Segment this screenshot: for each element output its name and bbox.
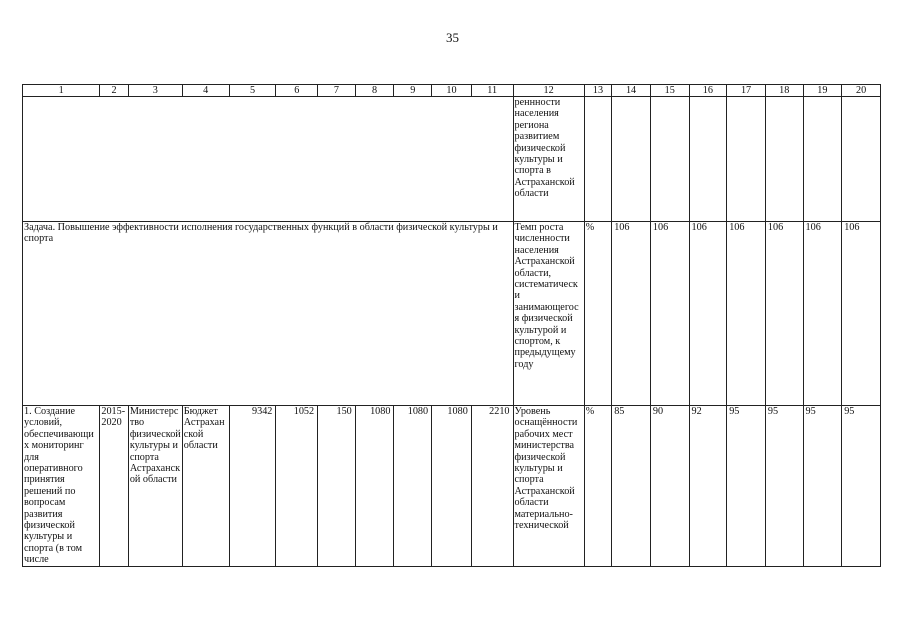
col-header: 11: [471, 85, 513, 97]
col-header: 5: [229, 85, 276, 97]
header-row: [23, 85, 881, 97]
table-row: [23, 406, 881, 567]
empty-cell: [689, 97, 727, 222]
col-header: 13: [584, 85, 611, 97]
col-header: 20: [842, 85, 881, 97]
value-cell: 106: [842, 222, 881, 406]
col-header: 18: [765, 85, 803, 97]
col-header: 15: [650, 85, 689, 97]
col-header: 4: [182, 85, 229, 97]
year-cell: 150: [318, 406, 356, 567]
col-header: 1: [23, 85, 100, 97]
value-cell: 92: [689, 406, 727, 567]
col-header: 3: [128, 85, 182, 97]
table-row: [23, 97, 881, 222]
program-table: [22, 84, 881, 567]
empty-cell: [803, 97, 842, 222]
col-header: 8: [355, 85, 394, 97]
empty-cell: [765, 97, 803, 222]
value-cell: 106: [727, 222, 766, 406]
year-cell: 1080: [432, 406, 472, 567]
indicator-cell: Уровень оснащённости рабочих мест министерства физической культуры и спорта Астраханской области материально-технической: [513, 406, 584, 567]
unit-cell: %: [584, 406, 611, 567]
value-cell: 85: [612, 406, 651, 567]
value-cell: 95: [765, 406, 803, 567]
value-cell: 106: [650, 222, 689, 406]
empty-cell: [727, 97, 766, 222]
year-cell: 1080: [355, 406, 394, 567]
empty-cell: [842, 97, 881, 222]
col-header: 7: [318, 85, 356, 97]
year-cell: 2210: [471, 406, 513, 567]
indicator-cell: Темп роста численности населения Астраханской области, систематически занимающегося физической культурой и спортом, к предыдущему году: [513, 222, 584, 406]
value-cell: 106: [612, 222, 651, 406]
empty-cell: [650, 97, 689, 222]
empty-cell: [612, 97, 651, 222]
task-cell: Задача. Повышение эффективности исполнения государственных функций в области физической культуры и спорта: [23, 222, 514, 406]
executor-cell: Министерство физической культуры и спорта Астраханской области: [128, 406, 182, 567]
empty-cell: [584, 97, 611, 222]
year-cell: 1052: [276, 406, 318, 567]
col-header: 19: [803, 85, 842, 97]
year-cell: 1080: [394, 406, 432, 567]
col-header: 10: [432, 85, 472, 97]
total-cell: 9342: [229, 406, 276, 567]
table-row: [23, 222, 881, 406]
empty-cell: [23, 97, 514, 222]
value-cell: 95: [727, 406, 766, 567]
measure-cell: 1. Создание условий, обеспечивающих мониторинг для оперативного принятия решений по вопросам развития физической культуры и спорта (в том числе: [23, 406, 100, 567]
period-cell: 2015-2020: [100, 406, 128, 567]
col-header: 6: [276, 85, 318, 97]
indicator-cell: реннности населения региона развитием физической культуры и спорта в Астраханской области: [513, 97, 584, 222]
value-cell: 106: [765, 222, 803, 406]
value-cell: 95: [842, 406, 881, 567]
col-header: 16: [689, 85, 727, 97]
col-header: 12: [513, 85, 584, 97]
col-header: 14: [612, 85, 651, 97]
value-cell: 90: [650, 406, 689, 567]
source-cell: Бюджет Астраханской области: [182, 406, 229, 567]
col-header: 2: [100, 85, 128, 97]
value-cell: 95: [803, 406, 842, 567]
col-header: 9: [394, 85, 432, 97]
col-header: 17: [727, 85, 766, 97]
page-number: 35: [446, 30, 459, 45]
value-cell: 106: [803, 222, 842, 406]
value-cell: 106: [689, 222, 727, 406]
unit-cell: %: [584, 222, 611, 406]
